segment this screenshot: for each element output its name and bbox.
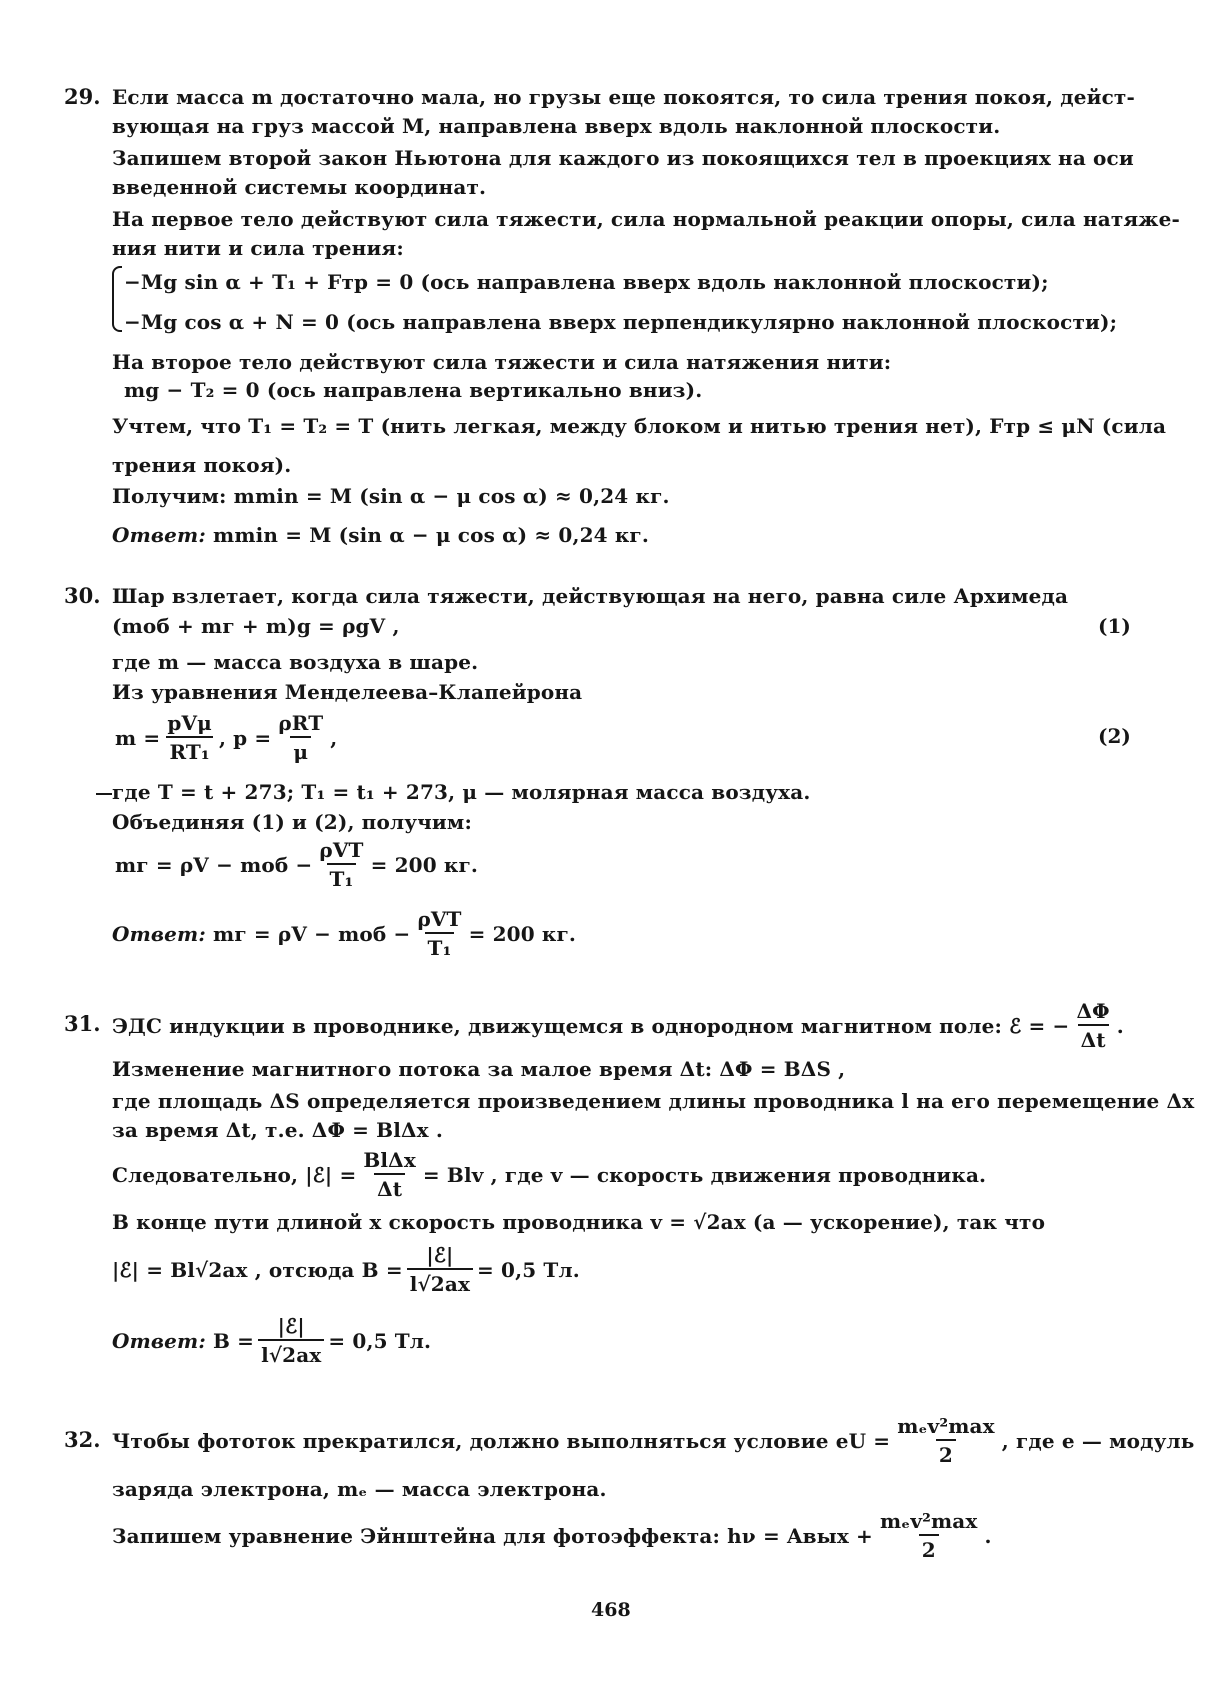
problem-29-system-eq-1: −Mg sin α + T₁ + Fтр = 0 (ось направлена вверх вдоль наклонной плоскости); <box>124 270 1049 294</box>
problem-31-answer <box>112 1313 431 1369</box>
answer-label: Ответ: <box>112 1329 206 1353</box>
problem-32-line-1 <box>112 1413 1195 1469</box>
p31-l5-post: = Blv , где v — скорость движения проводника. <box>422 1163 987 1187</box>
problem-30-answer <box>112 906 576 962</box>
answer-text: mmin = M (sin α − μ cos α) ≈ 0,24 кг. <box>213 523 649 547</box>
p32-l3-post: . <box>984 1524 992 1548</box>
answer-label: Ответ: <box>112 523 206 547</box>
p31-l7-numerator: |ℰ| <box>426 1243 454 1267</box>
problem-31-line-4: за время Δt, т.е. ΔΦ = BlΔx . <box>112 1118 443 1142</box>
p32-l1-post: , где e — модуль <box>1001 1429 1195 1453</box>
answer-fraction <box>258 1313 324 1369</box>
answer-pre: B = <box>213 1329 255 1353</box>
p31-l1-text: ЭДС индукции в проводнике, движущемся в однородном магнитном поле: <box>112 1014 1003 1038</box>
p31-l7-post: = 0,5 Тл. <box>477 1258 580 1282</box>
answer-numerator: ρVT <box>417 907 462 931</box>
answer-post: = 0,5 Тл. <box>328 1329 432 1353</box>
p32-l3-numerator: mₑv²max <box>879 1509 978 1533</box>
equation-number-2: (2) <box>1098 724 1131 748</box>
problem-29-number: 29. <box>64 84 101 109</box>
problem-29-line-5: На первое тело действуют сила тяжести, сила нормальной реакции опоры, сила натяже- <box>112 207 1180 231</box>
problem-29-line-8: mg − T₂ = 0 (ось направлена вертикально вниз). <box>124 378 703 402</box>
result-lhs: mг = ρV − mоб − <box>115 853 313 877</box>
p31-l1-denominator: Δt <box>1078 1024 1109 1054</box>
answer-numerator: |ℰ| <box>277 1314 305 1338</box>
eq2-lhs: m = <box>115 726 161 750</box>
p32-l3-denominator: 2 <box>919 1534 939 1564</box>
equation-number-1: (1) <box>1098 614 1131 638</box>
problem-30-result <box>115 837 478 893</box>
answer-lhs: mг = ρV − mоб − <box>213 922 411 946</box>
result-numerator: ρVT <box>319 838 364 862</box>
problem-30-line-4: где T = t + 273; T₁ = t₁ + 273, μ — молярная масса воздуха. <box>112 780 811 804</box>
problem-30-number: 30. <box>64 583 101 608</box>
problem-29-line-1: Если масса m достаточно мала, но грузы еще покоятся, то сила трения покоя, дейст- <box>112 85 1135 109</box>
eq2-fraction-1 <box>164 710 215 766</box>
problem-30-line-1: Шар взлетает, когда сила тяжести, действующая на него, равна силе Архимеда <box>112 584 1069 608</box>
eq2-f2-numerator: ρRT <box>278 711 324 735</box>
problem-30-eq-2 <box>115 710 337 766</box>
problem-32-number: 32. <box>64 1427 101 1452</box>
result-denominator: T₁ <box>327 863 357 893</box>
p32-l3-fraction <box>877 1508 981 1564</box>
problem-32-line-2: заряда электрона, mₑ — масса электрона. <box>112 1477 607 1501</box>
p31-l7-pre: |ℰ| = Bl√2ax , отсюда B = <box>112 1258 403 1282</box>
problem-29-answer <box>112 522 649 548</box>
margin-dash <box>96 793 112 795</box>
p31-l5-pre: Следовательно, |ℰ| = <box>112 1163 357 1187</box>
problem-31-line-1 <box>112 998 1124 1054</box>
eq2-f1-numerator: pVμ <box>167 711 212 735</box>
answer-denominator: T₁ <box>425 932 455 962</box>
problem-29-line-10: трения покоя). <box>112 453 292 477</box>
problem-30-line-5: Объединяя (1) и (2), получим: <box>112 810 472 834</box>
problem-31-line-3: где площадь ΔS определяется произведением длины проводника l на его перемещение Δx <box>112 1089 1195 1113</box>
p32-l1-numerator: mₑv²max <box>897 1414 995 1438</box>
p31-l5-denominator: Δt <box>374 1173 405 1203</box>
problem-29-line-11: Получим: mmin = M (sin α − μ cos α) ≈ 0,24 кг. <box>112 484 670 508</box>
problem-30-line-3: Из уравнения Менделеева–Клапейрона <box>112 680 583 704</box>
problem-31-line-2: Изменение магнитного потока за малое время Δt: ΔΦ = BΔS , <box>112 1057 846 1081</box>
p31-l5-fraction <box>360 1147 419 1203</box>
result-rhs: = 200 кг. <box>370 853 479 877</box>
problem-31-line-5 <box>112 1147 986 1203</box>
eq2-fraction-2 <box>275 710 326 766</box>
system-brace <box>112 266 122 332</box>
problem-29-line-2: вующая на груз массой M, направлена вверх вдоль наклонной плоскости. <box>112 114 1001 138</box>
problem-29-line-7: На второе тело действуют сила тяжести и сила натяжения нити: <box>112 350 892 374</box>
eq2-f1-denominator: RT₁ <box>166 736 212 766</box>
problem-30-line-2: где m — масса воздуха в шаре. <box>112 650 479 674</box>
p31-l7-denominator: l√2ax <box>407 1268 473 1298</box>
problem-29-line-6: ния нити и сила трения: <box>112 236 404 260</box>
eq2-end: , <box>330 726 338 750</box>
answer-rhs: = 200 кг. <box>468 922 577 946</box>
p32-l3-pre: Запишем уравнение Эйнштейна для фотоэффекта: hν = Aвых + <box>112 1524 873 1548</box>
problem-29-line-4: введенной системы координат. <box>112 175 487 199</box>
p32-l1-denominator: 2 <box>936 1439 956 1469</box>
problem-32-line-3 <box>112 1508 992 1564</box>
p31-l7-fraction <box>407 1242 473 1298</box>
eq2-mid: , p = <box>218 726 272 750</box>
problem-31-number: 31. <box>64 1011 101 1036</box>
problem-31-line-7 <box>112 1242 580 1298</box>
eq2-f2-denominator: μ <box>290 736 311 766</box>
p31-l1-numerator: ΔΦ <box>1076 999 1110 1023</box>
problem-29-line-9: Учтем, что T₁ = T₂ = T (нить легкая, между блоком и нитью трения нет), Fтр ≤ μN (сила <box>112 414 1167 438</box>
answer-fraction <box>414 906 464 962</box>
answer-label: Ответ: <box>112 922 206 946</box>
p31-l1-fraction <box>1073 998 1112 1054</box>
problem-29-line-3: Запишем второй закон Ньютона для каждого из покоящихся тел в проекциях на оси <box>112 146 1134 170</box>
p32-l1-pre: Чтобы фототок прекратился, должно выполняться условие eU = <box>112 1429 891 1453</box>
page-number: 468 <box>591 1599 631 1621</box>
p32-l1-fraction <box>894 1413 998 1469</box>
p31-l1-eq: ℰ = − <box>1009 1014 1070 1038</box>
problem-30-eq-1: (mоб + mг + m)g = ρgV , <box>112 614 400 638</box>
problem-31-line-6: В конце пути длиной x скорость проводника v = √2ax (a — ускорение), так что <box>112 1210 1046 1234</box>
answer-denominator: l√2ax <box>258 1339 324 1369</box>
p31-l5-numerator: BlΔx <box>363 1148 416 1172</box>
p31-l1-end: . <box>1116 1014 1124 1038</box>
result-fraction <box>316 837 366 893</box>
problem-29-system-eq-2: −Mg cos α + N = 0 (ось направлена вверх перпендикулярно наклонной плоскости); <box>124 310 1118 334</box>
